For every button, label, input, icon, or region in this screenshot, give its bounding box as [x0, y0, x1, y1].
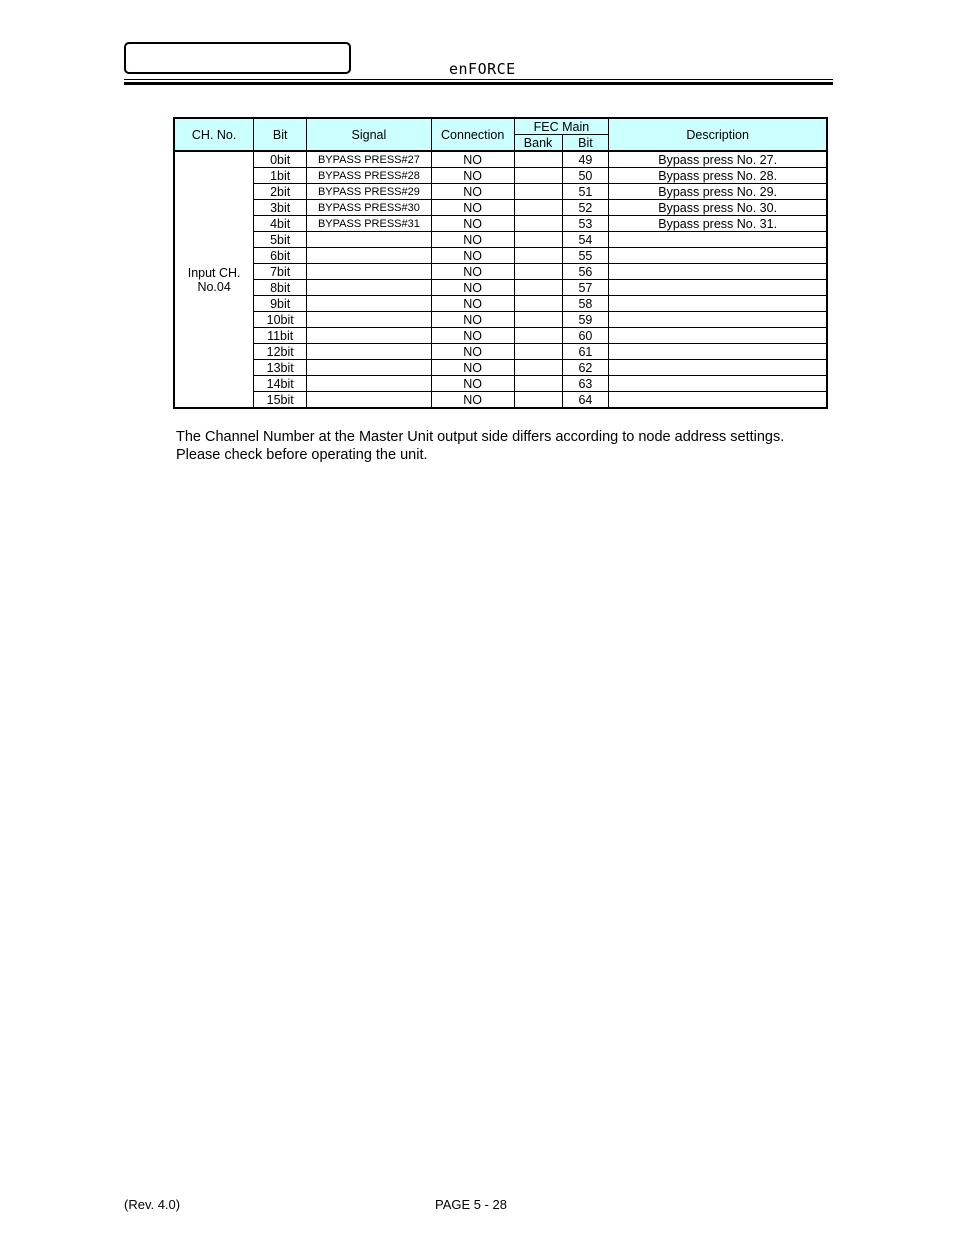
bit-cell: 3bit — [254, 200, 307, 216]
header-rule-thick — [124, 82, 833, 85]
fec-bit-cell: 57 — [562, 280, 609, 296]
table-row — [174, 280, 827, 296]
bit-cell: 11bit — [254, 328, 307, 344]
connection-cell: NO — [431, 344, 514, 360]
header-description: Description — [609, 118, 827, 151]
signal-cell — [307, 232, 432, 248]
bank-cell — [514, 216, 562, 232]
bit-cell: 7bit — [254, 264, 307, 280]
bit-cell: 12bit — [254, 344, 307, 360]
header-bit: Bit — [254, 118, 307, 151]
note-line-1: The Channel Number at the Master Unit output side differs according to node address settings. — [176, 429, 785, 445]
fec-bit-cell: 56 — [562, 264, 609, 280]
bit-cell: 10bit — [254, 312, 307, 328]
bit-cell: 13bit — [254, 360, 307, 376]
signal-cell — [307, 248, 432, 264]
description-cell: Bypass press No. 30. — [609, 200, 827, 216]
connection-cell: NO — [431, 296, 514, 312]
bit-cell: 4bit — [254, 216, 307, 232]
signal-cell — [307, 312, 432, 328]
signal-cell — [307, 344, 432, 360]
table-row — [174, 360, 827, 376]
table-row — [174, 328, 827, 344]
connection-cell: NO — [431, 312, 514, 328]
table-row — [174, 312, 827, 328]
bit-cell: 15bit — [254, 392, 307, 409]
bank-cell — [514, 296, 562, 312]
channel-label: Input CH. — [187, 265, 241, 280]
connection-cell: NO — [431, 184, 514, 200]
description-cell — [609, 280, 827, 296]
fec-bit-cell: 64 — [562, 392, 609, 409]
signal-cell — [307, 296, 432, 312]
bit-cell: 5bit — [254, 232, 307, 248]
connection-cell: NO — [431, 216, 514, 232]
connection-cell: NO — [431, 376, 514, 392]
fec-bit-cell: 51 — [562, 184, 609, 200]
bank-cell — [514, 264, 562, 280]
operating-note — [176, 428, 856, 464]
description-cell — [609, 392, 827, 409]
fec-bit-cell: 50 — [562, 168, 609, 184]
fec-bit-cell: 55 — [562, 248, 609, 264]
table-row — [174, 344, 827, 360]
bank-cell — [514, 280, 562, 296]
table-row — [174, 392, 827, 409]
header-ch-no: CH. No. — [174, 118, 254, 151]
description-cell: Bypass press No. 28. — [609, 168, 827, 184]
brand-logo: enFORCE — [449, 60, 516, 78]
description-cell — [609, 376, 827, 392]
bank-cell — [514, 328, 562, 344]
connection-cell: NO — [431, 248, 514, 264]
signal-cell — [307, 280, 432, 296]
table-row — [174, 184, 827, 200]
description-cell — [609, 248, 827, 264]
bank-cell — [514, 344, 562, 360]
revision-label: (Rev. 4.0) — [124, 1197, 181, 1212]
bank-cell — [514, 312, 562, 328]
fec-bit-cell: 62 — [562, 360, 609, 376]
description-cell — [609, 264, 827, 280]
fec-bit-cell: 49 — [562, 151, 609, 168]
signal-cell: BYPASS PRESS#30 — [307, 200, 432, 216]
header-signal: Signal — [307, 118, 432, 151]
fec-bit-cell: 61 — [562, 344, 609, 360]
table-row — [174, 376, 827, 392]
bank-cell — [514, 200, 562, 216]
bank-cell — [514, 376, 562, 392]
signal-cell: BYPASS PRESS#28 — [307, 168, 432, 184]
description-cell — [609, 232, 827, 248]
bit-cell: 1bit — [254, 168, 307, 184]
description-cell — [609, 344, 827, 360]
connection-cell: NO — [431, 151, 514, 168]
table-row — [174, 264, 827, 280]
description-cell: Bypass press No. 27. — [609, 151, 827, 168]
header-fec-main: FEC Main — [514, 118, 609, 135]
description-cell: Bypass press No. 29. — [609, 184, 827, 200]
io-assignment-table — [173, 117, 828, 409]
header-connection: Connection — [431, 118, 514, 151]
fec-bit-cell: 54 — [562, 232, 609, 248]
header-rule-thin — [124, 79, 833, 80]
bank-cell — [514, 151, 562, 168]
fec-bit-cell: 60 — [562, 328, 609, 344]
bank-cell — [514, 392, 562, 409]
table-row — [174, 216, 827, 232]
connection-cell: NO — [431, 200, 514, 216]
bank-cell — [514, 232, 562, 248]
page-number: PAGE 5 - 28 — [435, 1197, 508, 1212]
connection-cell: NO — [431, 328, 514, 344]
header-title-box — [124, 42, 351, 74]
channel-number: No.04 — [197, 279, 231, 294]
header-fec-bit: Bit — [562, 135, 609, 152]
description-cell — [609, 312, 827, 328]
bit-cell: 14bit — [254, 376, 307, 392]
signal-cell: BYPASS PRESS#29 — [307, 184, 432, 200]
table-row — [174, 168, 827, 184]
bank-cell — [514, 168, 562, 184]
bank-cell — [514, 360, 562, 376]
bank-cell — [514, 184, 562, 200]
description-cell: Bypass press No. 31. — [609, 216, 827, 232]
signal-cell — [307, 392, 432, 409]
header-bank: Bank — [514, 135, 562, 152]
connection-cell: NO — [431, 280, 514, 296]
bit-cell: 8bit — [254, 280, 307, 296]
fec-bit-cell: 63 — [562, 376, 609, 392]
note-line-2: Please check before operating the unit. — [176, 447, 428, 463]
signal-cell: BYPASS PRESS#27 — [307, 151, 432, 168]
description-cell — [609, 296, 827, 312]
signal-cell — [307, 376, 432, 392]
table-row — [174, 151, 827, 168]
bit-cell: 6bit — [254, 248, 307, 264]
bit-cell: 0bit — [254, 151, 307, 168]
description-cell — [609, 360, 827, 376]
channel-cell — [174, 151, 254, 408]
table-row — [174, 200, 827, 216]
connection-cell: NO — [431, 264, 514, 280]
fec-bit-cell: 58 — [562, 296, 609, 312]
table-row — [174, 296, 827, 312]
table-row — [174, 248, 827, 264]
fec-bit-cell: 59 — [562, 312, 609, 328]
description-cell — [609, 328, 827, 344]
bank-cell — [514, 248, 562, 264]
signal-cell — [307, 360, 432, 376]
connection-cell: NO — [431, 360, 514, 376]
fec-bit-cell: 52 — [562, 200, 609, 216]
table-row — [174, 232, 827, 248]
signal-cell: BYPASS PRESS#31 — [307, 216, 432, 232]
connection-cell: NO — [431, 232, 514, 248]
signal-cell — [307, 264, 432, 280]
bit-cell: 9bit — [254, 296, 307, 312]
fec-bit-cell: 53 — [562, 216, 609, 232]
signal-cell — [307, 328, 432, 344]
bit-cell: 2bit — [254, 184, 307, 200]
connection-cell: NO — [431, 392, 514, 409]
connection-cell: NO — [431, 168, 514, 184]
